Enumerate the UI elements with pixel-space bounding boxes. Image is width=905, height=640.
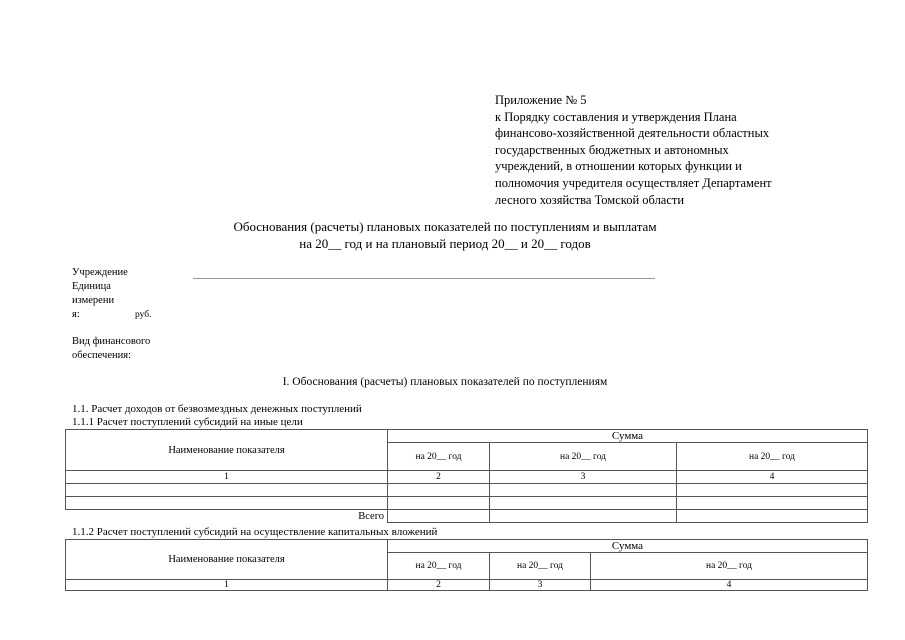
total-label: Всего [66,510,388,523]
unit-label-3: я: [72,309,80,320]
table-cell[interactable] [490,497,677,510]
column-number: 4 [591,580,868,591]
column-number: 2 [388,580,490,591]
table-subsidies-capital [65,539,868,591]
unit-value: руб. [135,310,152,320]
year-col-header: на 20__ год [388,443,490,471]
column-number: 1 [66,471,388,484]
subsection-1-1-1: 1.1.1 Расчет поступлений субсидий на иные цели [72,416,303,428]
appendix-line: финансово-хозяйственной деятельности областных [495,126,770,141]
subsection-1-1: 1.1. Расчет доходов от безвозмездных денежных поступлений [72,403,362,415]
institution-label: Учреждение [72,267,128,278]
column-number: 3 [490,471,677,484]
sum-header: Сумма [388,540,868,553]
appendix-line: лесного хозяйства Томской области [495,192,685,207]
table-cell[interactable] [677,497,868,510]
finance-label-2: обеспечения: [72,350,131,361]
table-cell[interactable] [490,484,677,497]
year-col-header: на 20__ год [490,553,591,580]
total-cell[interactable] [490,510,677,523]
unit-label-1: Единица [72,281,111,292]
year-col-header: на 20__ год [677,443,868,471]
table-cell[interactable] [388,497,490,510]
table-cell[interactable] [66,497,388,510]
appendix-line: Приложение № 5 [495,93,587,107]
indicator-header: Наименование показателя [66,430,388,471]
year-col-header: на 20__ год [591,553,868,580]
year-col-header: на 20__ год [490,443,677,471]
appendix-line: учреждений, в отношении которых функции и [495,159,742,174]
appendix-line: к Порядку составления и утверждения Плана [495,109,737,124]
table-cell[interactable] [66,484,388,497]
total-row [66,510,868,523]
finance-label-1: Вид финансового [72,336,151,347]
year-col-header: на 20__ год [388,553,490,580]
document-title-line2: на 20__ год и на плановый период 20__ и 20__ годов [299,236,591,251]
table-cell[interactable] [677,484,868,497]
appendix-line: государственных бюджетных и автономных [495,142,729,157]
appendix-header [495,92,772,208]
total-cell[interactable] [677,510,868,523]
sum-header: Сумма [388,430,868,443]
column-number: 2 [388,471,490,484]
section-title: I. Обоснования (расчеты) плановых показателей по поступлениям [282,376,608,388]
indicator-header: Наименование показателя [66,540,388,580]
document-title-line1: Обоснования (расчеты) плановых показателей по поступлениям и выплатам [233,219,657,234]
column-number: 3 [490,580,591,591]
column-number: 4 [677,471,868,484]
total-cell[interactable] [388,510,490,523]
unit-label-2: измерени [72,295,115,306]
column-number: 1 [66,580,388,591]
table-row [66,484,868,497]
appendix-line: полномочия учредителя осуществляет Департамент [495,175,772,190]
subsection-1-1-2: 1.1.2 Расчет поступлений субсидий на осуществление капитальных вложений [72,526,438,538]
table-row [66,497,868,510]
institution-field-line[interactable] [193,278,655,279]
table-subsidies-other [65,429,868,523]
table-cell[interactable] [388,484,490,497]
